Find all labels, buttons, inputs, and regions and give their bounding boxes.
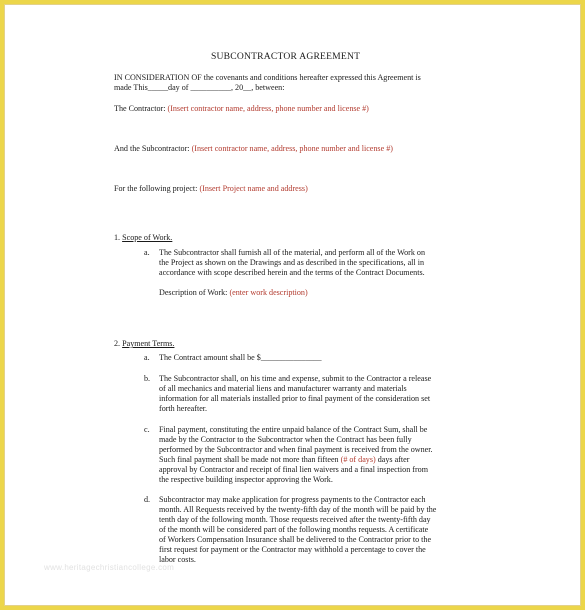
payment-d-line-4: of the month will be considered part of the following months requests. A certificate <box>159 525 429 534</box>
document-frame <box>4 4 581 606</box>
scope-heading-text: Scope of Work. <box>122 233 173 242</box>
payment-a-marker: a. <box>144 353 150 362</box>
days-placeholder[interactable]: (# of days) <box>340 455 376 464</box>
document-page <box>4 4 581 606</box>
payment-b-line-3: information for all materials installed prior to final payment of the consideration set <box>159 394 431 403</box>
contractor-label: The Contractor: <box>114 104 166 113</box>
payment-d-line-2: month. All Requests received by the twenty-fifth day of the month will be paid by the <box>159 505 437 514</box>
payment-d-line-3: tenth day of the following month. Those requests received after the twenty-fifth day <box>159 515 431 524</box>
description-label: Description of Work: <box>159 288 228 297</box>
payment-heading-text: Payment Terms. <box>122 339 175 348</box>
payment-b-marker: b. <box>144 374 151 383</box>
payment-c-line-3: performed by the Subcontractor and when final payment is received from the owner. <box>159 445 433 454</box>
payment-b-line-4: forth hereafter. <box>159 404 208 413</box>
payment-d-line-5: of Workers Compensation Insurance shall be delivered to the Contractor prior to the <box>159 535 432 544</box>
scope-a-line-1: The Subcontractor shall furnish all of the material, and perform all of the Work on <box>159 248 425 257</box>
description-line <box>159 288 308 298</box>
subcontractor-line <box>114 144 393 154</box>
scope-a-line-2: the Project as shown on the Drawings and as described in the specifications, all in <box>159 258 425 267</box>
subcontractor-placeholder[interactable]: (Insert contractor name, address, phone number and license #) <box>191 144 393 153</box>
payment-d-line-1: Subcontractor may make application for progress payments to the Contractor each <box>159 495 426 504</box>
payment-c-line-5: approval by Contractor and receipt of final lien waivers and a final inspection from <box>159 465 429 474</box>
payment-d-line-6: first request for payment or the Contractor may withhold a percentage to cover the <box>159 545 426 554</box>
payment-d-marker: d. <box>144 495 151 504</box>
payment-c-marker: c. <box>144 425 150 434</box>
document-title: SUBCONTRACTOR AGREEMENT <box>211 51 361 62</box>
payment-heading <box>114 339 174 349</box>
payment-c-line-4-text: Such final payment shall be made not more than fifteen <box>159 455 339 464</box>
payment-heading-number: 2. <box>114 339 121 348</box>
description-placeholder[interactable]: (enter work description) <box>229 288 308 297</box>
scope-a-marker: a. <box>144 248 150 257</box>
payment-b-line-1: The Subcontractor shall, on his time and expense, submit to the Contractor a release <box>159 374 432 383</box>
payment-a-text: The Contract amount shall be $_______________ <box>159 353 322 362</box>
scope-a-line-3: accordance with scope described herein and the terms of the Contract Documents. <box>159 268 425 277</box>
subcontractor-label: And the Subcontractor: <box>114 144 190 153</box>
contractor-placeholder[interactable]: (Insert contractor name, address, phone number and license #) <box>167 104 369 113</box>
payment-c-line-6: the respective building inspector approving the Work. <box>159 475 333 484</box>
project-placeholder[interactable]: (Insert Project name and address) <box>199 184 308 193</box>
payment-c-line-2: made by the Contractor to the Subcontractor when the Contract has been fully <box>159 435 412 444</box>
scope-heading <box>114 233 172 243</box>
scope-heading-number: 1. <box>114 233 121 242</box>
project-line <box>114 184 308 194</box>
payment-b-line-2: of all mechanics and material liens and manufacturer warranty and materials <box>159 384 407 393</box>
payment-c-line-4-tail: days after <box>377 455 410 464</box>
project-label: For the following project: <box>114 184 198 193</box>
payment-c-line-1: Final payment, constituting the entire unpaid balance of the Contract Sum, shall be <box>159 425 428 434</box>
contractor-line <box>114 104 369 114</box>
intro-line-1: IN CONSIDERATION OF the covenants and conditions hereafter expressed this Agreement is <box>114 73 421 82</box>
payment-c-line-4 <box>159 455 409 465</box>
payment-d-line-7: labor costs. <box>159 555 196 564</box>
intro-line-2: made This_____day of __________, 20__, between: <box>114 83 285 92</box>
watermark-text: www.heritagechristiancollege.com <box>44 563 175 572</box>
